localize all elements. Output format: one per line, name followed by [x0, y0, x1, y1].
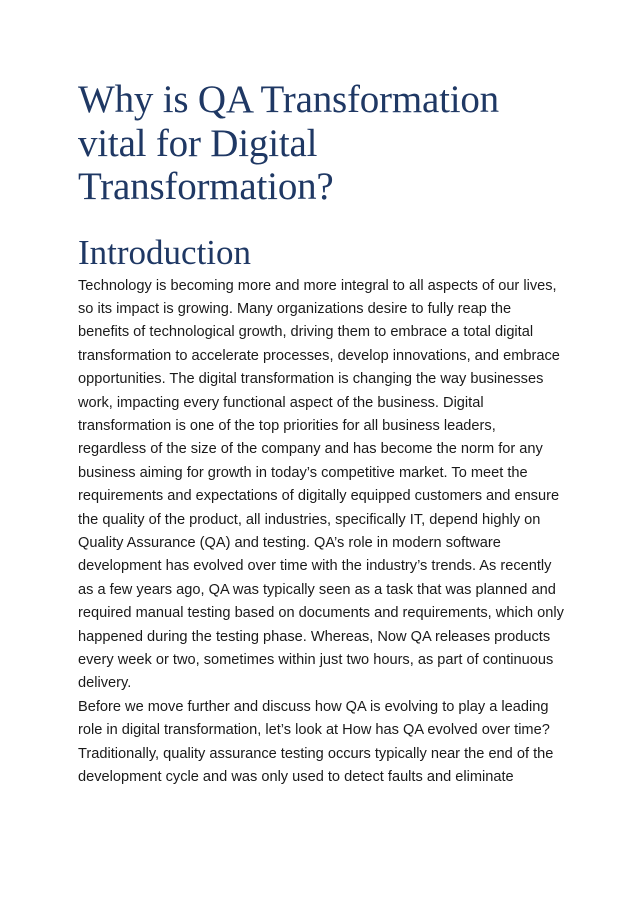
paragraph-line: Technology is becoming more and more integral to all aspects of our lives, [78, 277, 557, 294]
paragraph-line: happened during the testing phase. Whereas, Now QA releases products [78, 628, 551, 645]
paragraph-line: business aiming for growth in today’s competitive market. To meet the [78, 464, 528, 481]
paragraph-line: the quality of the product, all industries, specifically IT, depend highly on [78, 511, 541, 528]
paragraph-line: development has evolved over time with the industry’s trends. As recently [78, 558, 552, 575]
paragraph-line: opportunities. The digital transformation is changing the way businesses [78, 371, 544, 388]
paragraph-line: benefits of technological growth, driving them to embrace a total digital [78, 324, 534, 341]
document-title [78, 78, 568, 209]
paragraph-introduction [78, 275, 568, 696]
section-heading-introduction: Introduction [78, 232, 252, 272]
paragraph-line: regardless of the size of the company and has become the norm for any [78, 441, 543, 458]
paragraph-line: Before we move further and discuss how QA is evolving to play a leading [78, 698, 549, 715]
paragraph-line: development cycle and was only used to detect faults and eliminate [78, 769, 514, 786]
paragraph-qa-evolution [78, 696, 568, 790]
paragraph-line: transformation to accelerate processes, develop innovations, and embrace [78, 347, 560, 364]
paragraph-line: work, impacting every functional aspect of the business. Digital [78, 394, 484, 411]
paragraph-line: delivery. [78, 675, 132, 692]
paragraph-line: Traditionally, quality assurance testing occurs typically near the end of the [78, 745, 554, 762]
title-line: Why is QA Transformation [78, 78, 499, 121]
paragraph-line: every week or two, sometimes within just two hours, as part of continuous [78, 652, 554, 668]
title-line: Transformation? [78, 165, 334, 208]
paragraph-line: required manual testing based on documents and requirements, which only [78, 605, 564, 622]
paragraph-line: as a few years ago, QA was typically seen as a task that was planned and [78, 581, 556, 598]
paragraph-line: Quality Assurance (QA) and testing. QA’s role in modern software [78, 534, 501, 551]
paragraph-line: so its impact is growing. Many organizations desire to fully reap the [78, 300, 512, 317]
paragraph-line: requirements and expectations of digitally equipped customers and ensure [78, 488, 560, 505]
paragraph-line: role in digital transformation, let’s look at How has QA evolved over time? [78, 722, 550, 739]
paragraph-line: transformation is one of the top priorities for all business leaders, [78, 417, 496, 434]
title-line: vital for Digital [78, 121, 318, 165]
document-content [78, 78, 568, 789]
